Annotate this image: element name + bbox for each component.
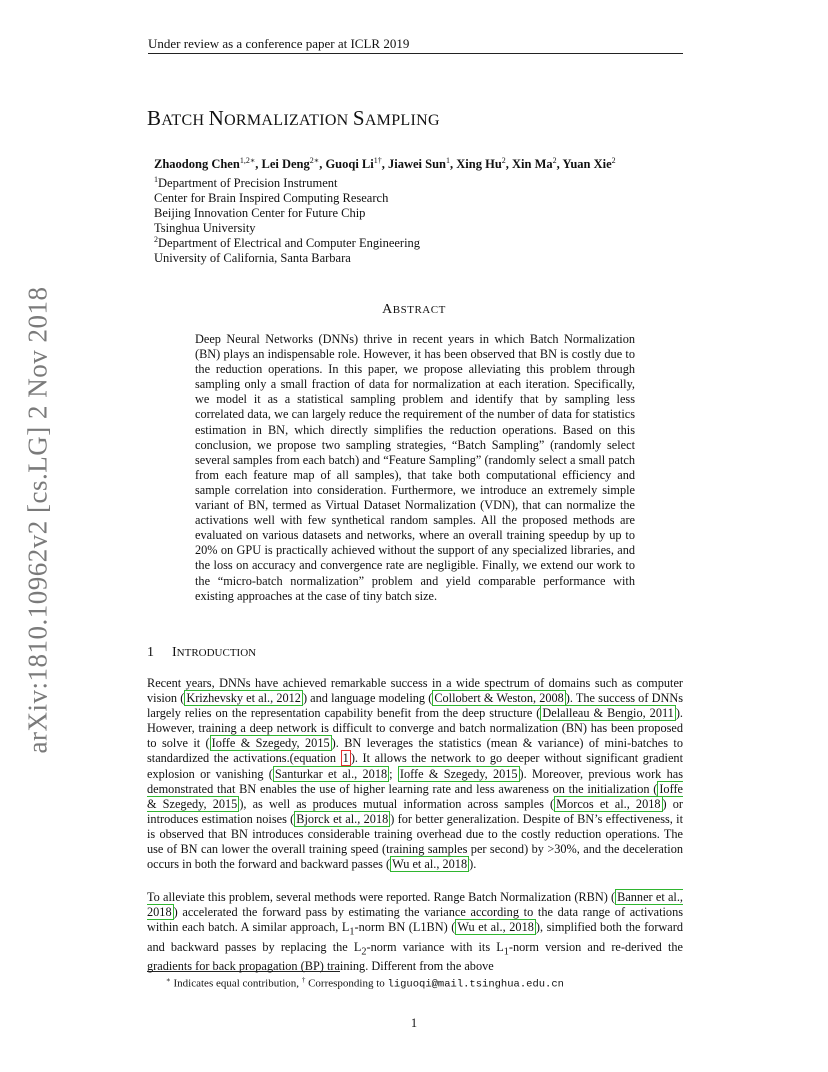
header-rule xyxy=(148,53,683,54)
email-link[interactable]: liguoqi@mail.tsinghua.edu.cn xyxy=(387,978,564,991)
author-mark: 1† xyxy=(373,156,382,165)
citation-link[interactable]: Wu et al., 2018 xyxy=(392,857,468,872)
citation-link[interactable]: Ioffe & Szegedy, 2015 xyxy=(147,781,683,811)
page-number: 1 xyxy=(410,1016,418,1030)
running-header: Under review as a conference paper at ICLR 2019 xyxy=(148,36,410,51)
affiliation-line: $^2$Department of Electrical and Computer Engineering xyxy=(154,235,421,251)
author-name: Lei Deng xyxy=(261,157,310,172)
author-name: Xin Ma xyxy=(512,157,553,172)
citation-link[interactable]: Ioffe & Szegedy, 2015 xyxy=(399,766,518,781)
author-list: Zhaodong Chen$^{1,2∗}$, Lei Deng$^{2∗}$, Guoqi $Li^{1\dagger}$, Jiawei Sun$^1$, Xing Hu$^2$, Xin Ma$^2$, Yuan Xie$^2$ xyxy=(154,156,616,172)
affiliation-line: University of California, Santa Barbara xyxy=(154,251,351,266)
citation-link[interactable]: Krizhevsky et al., 2012 xyxy=(186,691,301,706)
section-heading: 1 INTRODUCTION xyxy=(147,645,257,660)
footnote: ∗ Indicates equal contribution, † Corresponding to liguoqi@mail.tsinghua.edu.cn xyxy=(166,976,564,991)
author-name: Yuan Xie xyxy=(562,157,612,172)
citation-link[interactable]: Banner et al., 2018 xyxy=(147,890,683,920)
citation-link[interactable]: Wu et al., 2018 xyxy=(457,920,534,935)
affiliation-line: $^1$Department of Precision Instrument xyxy=(154,175,338,191)
intro-paragraph-1: Recent years, DNNs have achieved remarkable success in a wide spectrum of domains such as computer vision ( Krizhevsky et al., 2012 ) and language modeling ( Collobert & Weston, 2008 ). The success of DNNs largely relies on the representation capability benefit from the deep structure ( Delalleau & Bengio, 2011 ). However, training a deep network is difficult to converge and batch normalization (BN) has been proposed to solve it ( Ioffe & Szegedy, 2015 ). BN leverages the statistics (mean & variance) of mini-batches to standardized the activations.(equation 1 ). It allows the network to go deeper without significant gradient explosion or vanishing ( Santurkar et al., 2018 ; Ioffe & Szegedy, 2015 ). Moreover, previous work has demonstrated that BN enables the use of higher learning rate and less awareness on the initialization ( Ioffe & Szegedy, 2015 ), as well as produces mutual information across samples ( Morcos et al., 2018 ) or introduces estimation noises ( Bjorck et al., 2018 ) for better generalization. Despite of BN’s effectiveness, it is observed that BN introduces considerable training overhead due to the costly reduction operations. The use of BN can lower the overall training speed (training samples per second) by >30%, and the deceleration occurs in both the forward and backward passes ( Wu et al., 2018 ). xyxy=(147,676,684,872)
author-mark: 1,2∗ xyxy=(239,156,256,165)
equation-link[interactable]: 1 xyxy=(342,751,349,766)
abstract-body: Deep Neural Networks (DNNs) thrive in recent years in which Batch Normalization (BN) plays an indispensable role. However, it has been observed that BN is costly due to the reduction operations. In this paper, we propose alleviating this problem through sampling only a small fraction of data for normalization at each iteration. Specifically, we model it as a statistical sampling problem and identify that by sampling less correlated data, we can largely reduce the requirement of the number of data for statistics estimation in BN, which directly simplifies the reduction operations. Based on this conclusion, we propose two sampling strategies, “Batch Sampling” (randomly select several samples from each batch) and “Feature Sampling” (randomly select a small patch from each feature map of all samples), that take both computational efficiency and sample correlation into consideration. Furthermore, we introduce an extremely simple variant of BN, termed as Virtual Dataset Normalization (VDN), that can normalize the activations well with few synthetical random samples. All the proposed methods are evaluated on various datasets and networks, where an overall training speedup by up to 20% on GPU is practically achieved without the support of any specialized libraries, and the loss on accuracy and convergence rate are negligible. Finally, we extend our work to the “micro-batch normalization” problem and yield comparable performance with existing approaches at the case of tiny batch size. xyxy=(195,332,635,603)
citation-link[interactable]: Bjorck et al., 2018 xyxy=(296,811,389,826)
author-mark: 2 xyxy=(501,156,506,165)
author-name: Guoqi Li xyxy=(325,157,374,172)
citation-link[interactable]: Collobert & Weston, 2008 xyxy=(434,691,564,706)
citation-link[interactable]: Santurkar et al., 2018 xyxy=(274,766,388,781)
arxiv-stamp: arXiv:1810.10962v2 [cs.LG] 2 Nov 2018 xyxy=(22,286,53,754)
author-mark: 1 xyxy=(446,156,451,165)
intro-paragraph-2: To alleviate this problem, several methods were reported. Range Batch Normalization (RBN) ( Banner et al., 2018 ) accelerated the forward pass by estimating the variance according to the data range of activations within each batch. A similar approach, $L_1$-norm BN (L1BN) ( Wu et al., 2018 ), simplified both the forward and backward passes by replacing the $L_2$-norm variance with its $L_1$-norm version and re-derived the gradients for back propagation (BP) training. Different from the above xyxy=(147,890,683,974)
citation-link[interactable]: Ioffe & Szegedy, 2015 xyxy=(211,736,330,751)
author-mark: 2 xyxy=(552,156,557,165)
footnote-rule xyxy=(147,971,340,972)
affiliation-line: Tsinghua University xyxy=(154,221,256,236)
author-mark: 2∗ xyxy=(309,156,320,165)
citation-link[interactable]: Morcos et al., 2018 xyxy=(556,796,661,811)
affiliation-line: Beijing Innovation Center for Future Chip xyxy=(154,206,366,221)
affiliation-line: Center for Brain Inspired Computing Research xyxy=(154,191,389,206)
author-name: Jiawei Sun xyxy=(388,157,447,172)
author-name: Zhaodong Chen xyxy=(154,157,240,172)
author-mark: 2 xyxy=(611,156,616,165)
citation-link[interactable]: Delalleau & Bengio, 2011 xyxy=(542,706,674,721)
paper-title: BATCH NORMALIZATION SAMPLING xyxy=(147,106,440,130)
author-name: Xing Hu xyxy=(456,157,502,172)
abstract-heading: ABSTRACT xyxy=(382,302,446,317)
